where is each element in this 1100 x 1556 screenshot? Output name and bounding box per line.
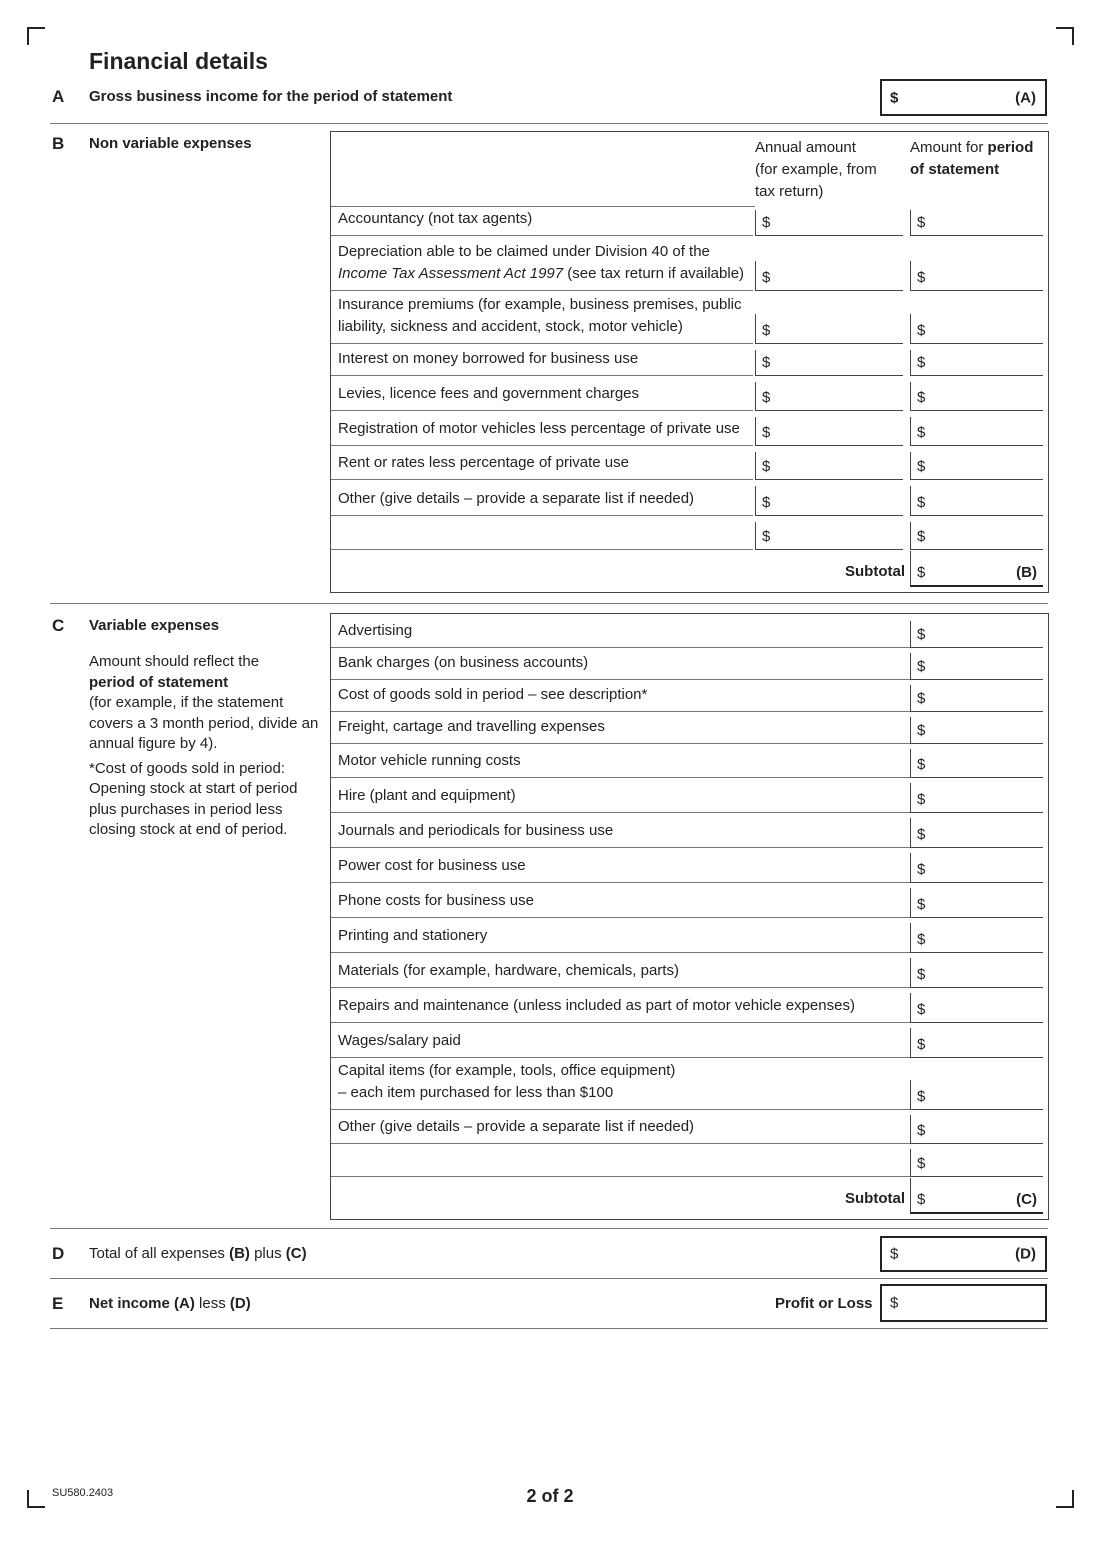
variable-expense-row-label: Motor vehicle running costs [338,752,521,769]
non-variable-expense-row [331,238,1048,291]
divider [50,1328,1048,1329]
gross-income-field[interactable] [880,79,1047,116]
row-divider [331,515,753,516]
period-amount-field[interactable] [910,993,1043,1023]
variable-expense-row-label: Hire (plant and equipment) [338,787,516,804]
variable-expense-row [331,919,1048,953]
non-variable-expense-row [331,378,1048,411]
section-d-label [89,1245,307,1262]
variable-expense-row-label: Repairs and maintenance (unless included as part of motor vehicle expenses) [338,997,855,1014]
row-divider [331,410,753,411]
dollar-sign: $ [762,322,771,339]
dollar-sign: $ [917,269,926,286]
period-amount-field[interactable] [910,1080,1043,1110]
non-variable-expense-row-label: Rent or rates less percentage of private use [338,454,629,471]
section-e-text: less [194,1295,230,1312]
period-amount-field[interactable] [910,210,1043,236]
period-amount-field[interactable] [910,653,1043,680]
variable-expense-row-label: Bank charges (on business accounts) [338,654,589,671]
annual-amount-field[interactable] [755,314,903,344]
variable-expense-row [331,814,1048,848]
row-divider [331,743,910,744]
non-variable-expense-row-label: Depreciation able to be claimed under Division 40 of the Income Tax Assessment Act 1997 (see tax return if available) [338,243,745,282]
section-e-ref-d: (D) [229,1295,251,1312]
dollar-sign: $ [917,564,926,581]
variable-expense-row [331,681,1048,712]
dollar-sign: $ [917,494,926,511]
period-amount-field[interactable] [910,1115,1043,1144]
divider [50,1228,1048,1229]
row-divider [331,777,910,778]
variable-expense-row-label: Capital items (for example, tools, office equipment) – each item purchased for less than $100 [338,1062,676,1101]
dollar-sign: $ [762,494,771,511]
field-code-a: (A) [1015,89,1036,106]
dollar-sign: $ [917,389,926,406]
period-amount-field[interactable] [910,923,1043,953]
dollar-sign: $ [917,931,926,948]
page-title: Financial details [89,48,268,74]
variable-expense-row [331,745,1048,778]
period-amount-field[interactable] [910,452,1043,480]
dollar-sign: $ [917,1001,926,1018]
variable-expense-row-label: Phone costs for business use [338,892,534,909]
variable-expense-row-label: Cost of goods sold in period – see description* [338,686,648,703]
dollar-sign: $ [762,214,771,231]
field-code-d: (D) [1015,1245,1036,1263]
variable-expense-row-label: Journals and periodicals for business use [338,822,614,839]
column-header-period-bold: of statement [910,161,1000,178]
variable-expenses-note [89,652,319,841]
subtotal-label-b: Subtotal [845,563,905,580]
variable-expense-row-label: Freight, cartage and travelling expenses [338,718,605,735]
column-header-annual-line: (for example, from [755,161,877,178]
row-divider [331,711,910,712]
section-d-text: plus [249,1245,286,1262]
dollar-sign: $ [917,722,926,739]
period-amount-field[interactable] [910,818,1043,848]
row-divider [331,647,910,648]
row-divider [331,952,910,953]
note-bold-text: period of statement [89,673,229,691]
row-divider [331,375,753,376]
dollar-sign: $ [762,528,771,545]
annual-amount-field[interactable] [755,452,903,480]
row-divider [331,290,753,291]
dollar-sign: $ [917,896,926,913]
period-amount-field[interactable] [910,888,1043,918]
section-b-label: Non variable expenses [89,135,252,152]
dollar-sign: $ [762,458,771,475]
dollar-sign: $ [917,322,926,339]
row-divider [331,987,910,988]
non-variable-expense-row [331,448,1048,480]
section-e-letter: E [52,1294,64,1313]
dollar-sign: $ [917,861,926,878]
dollar-sign: $ [917,826,926,843]
annual-amount-field[interactable] [755,210,903,236]
non-variable-expense-row-label: Interest on money borrowed for business use [338,350,639,367]
dollar-sign: $ [917,1191,926,1208]
period-amount-field[interactable] [910,621,1043,648]
annual-amount-field[interactable] [755,382,903,411]
section-a-label: Gross business income for the period of statement [89,88,453,105]
variable-expense-row-label: Other (give details – provide a separate list if needed) [338,1118,695,1135]
column-header-period-bold: period [987,139,1034,156]
crop-mark-top-left [27,27,45,45]
column-header-annual-line: Annual amount [755,139,856,156]
non-variable-expense-row [331,206,1048,236]
variable-expense-row [331,954,1048,988]
field-code-c: (C) [1016,1191,1037,1208]
column-header-annual [755,137,877,203]
row-divider [331,479,753,480]
variable-expense-row [331,617,1048,648]
non-variable-expense-row-label: Insurance premiums (for example, business premises, public liability, sickness and accident, stock, motor vehicle) [338,296,742,335]
period-amount-field[interactable] [910,958,1043,988]
dollar-sign: $ [917,690,926,707]
column-header-annual-line: tax return) [755,183,824,200]
non-variable-expense-row [331,482,1048,516]
dollar-sign: $ [917,458,926,475]
variable-expense-row [331,713,1048,744]
subtotal-label-c: Subtotal [845,1190,905,1207]
non-variable-expense-row-label: Accountancy (not tax agents) [338,210,533,227]
variable-expense-row [331,1145,1048,1177]
variable-expense-row [331,849,1048,883]
section-e-ref-a: (A) [174,1295,195,1312]
dollar-sign: $ [762,354,771,371]
non-variable-expense-row-label: Levies, licence fees and government charges [338,385,640,402]
period-amount-field[interactable] [910,350,1043,376]
dollar-sign: $ [917,626,926,643]
row-divider [331,445,753,446]
section-d-ref-b: (B) [229,1245,250,1262]
annual-amount-field[interactable] [755,350,903,376]
total-expenses-field[interactable] [880,1236,1047,1272]
section-d-text: Total of all expenses [89,1245,230,1262]
section-c-letter: C [52,616,65,635]
variable-expense-row-label: Wages/salary paid [338,1032,461,1049]
annual-amount-field[interactable] [755,522,903,550]
dollar-sign: $ [917,528,926,545]
row-divider [331,1022,910,1023]
divider [50,1278,1048,1279]
section-d-letter: D [52,1244,65,1263]
cost-of-goods-note: *Cost of goods sold in period: Opening stock at start of period plus purchases in period less closing stock at end of period. [89,759,298,838]
non-variable-expenses-panel [330,131,1049,593]
annual-amount-field[interactable] [755,417,903,446]
period-amount-field[interactable] [910,314,1043,344]
variable-expense-row-label: Advertising [338,622,413,639]
dollar-sign: $ [917,424,926,441]
non-variable-expense-row [331,413,1048,446]
period-amount-field[interactable] [910,261,1043,291]
variable-expense-row [331,1111,1048,1144]
section-c-label: Variable expenses [89,617,220,634]
row-divider [331,847,910,848]
variable-expense-row [331,649,1048,680]
net-income-field[interactable] [880,1284,1047,1322]
section-e-label [89,1295,251,1312]
dollar-sign: $ [917,214,926,231]
variable-expense-row-label: Power cost for business use [338,857,526,874]
non-variable-expense-row [331,346,1048,376]
header-divider [331,206,755,207]
subtotal-b-field[interactable] [910,551,1043,587]
annual-amount-field[interactable] [755,486,903,516]
dollar-sign: $ [917,1036,926,1053]
dollar-sign: $ [917,966,926,983]
row-divider [331,343,753,344]
row-divider [331,1143,910,1144]
dollar-sign: $ [762,424,771,441]
period-amount-field[interactable] [910,853,1043,883]
variable-expense-row [331,1024,1048,1058]
dollar-sign: $ [917,1122,926,1139]
row-divider [331,882,910,883]
dollar-sign: $ [917,354,926,371]
variable-expense-row [331,989,1048,1023]
dollar-sign: $ [917,1088,926,1105]
period-amount-field[interactable] [910,749,1043,778]
non-variable-expense-row [331,293,1048,344]
period-amount-field[interactable] [910,522,1043,550]
period-amount-field[interactable] [910,1149,1043,1177]
row-divider [331,1109,910,1110]
dollar-sign: $ [917,658,926,675]
profit-or-loss-label: Profit or Loss [775,1295,873,1312]
row-divider [331,1057,910,1058]
period-amount-field[interactable] [910,417,1043,446]
divider [50,603,1048,604]
period-amount-field[interactable] [910,717,1043,744]
dollar-sign: $ [917,1155,926,1172]
variable-expense-row [331,779,1048,813]
section-e-text: Net income [89,1295,175,1312]
dollar-sign: $ [890,1245,899,1263]
row-divider [331,235,753,236]
non-variable-expense-row-label: Registration of motor vehicles less percentage of private use [338,420,740,437]
note-text: Amount should reflect the [89,653,260,670]
row-divider [331,1176,910,1177]
note-text: (for example, if the statement covers a 3 month period, divide an annual figure by 4). [89,694,319,752]
column-header-period [910,137,1033,181]
dollar-sign: $ [917,756,926,773]
section-b-letter: B [52,134,65,153]
period-amount-field[interactable] [910,486,1043,516]
period-amount-field[interactable] [910,783,1043,813]
dollar-sign: $ [917,791,926,808]
form-code: SU580.2403 [52,1487,114,1499]
non-variable-expense-row-label: Other (give details – provide a separate list if needed) [338,490,695,507]
variable-expense-row-label: Materials (for example, hardware, chemicals, parts) [338,962,679,979]
period-amount-field[interactable] [910,382,1043,411]
dollar-sign: $ [762,269,771,286]
dollar-sign: $ [890,89,899,106]
row-divider [331,917,910,918]
variable-expenses-panel [330,613,1049,1220]
subtotal-c-field[interactable] [910,1178,1043,1214]
period-amount-field[interactable] [910,1028,1043,1058]
variable-expense-row-label: Printing and stationery [338,927,488,944]
section-d-ref-c: (C) [285,1245,307,1262]
non-variable-expense-row [331,518,1048,550]
row-divider [331,812,910,813]
dollar-sign: $ [762,389,771,406]
row-divider [331,679,910,680]
divider [50,123,1048,124]
annual-amount-field[interactable] [755,261,903,291]
period-amount-field[interactable] [910,685,1043,712]
row-divider [331,549,753,550]
variable-expense-row [331,1059,1048,1110]
column-header-period-text: Amount for [910,139,988,156]
page-number: 2 of 2 [526,1486,574,1506]
dollar-sign: $ [890,1294,899,1312]
section-a-letter: A [52,87,65,106]
variable-expense-row [331,884,1048,918]
crop-mark-top-right [1056,27,1074,45]
field-code-b: (B) [1016,564,1037,581]
